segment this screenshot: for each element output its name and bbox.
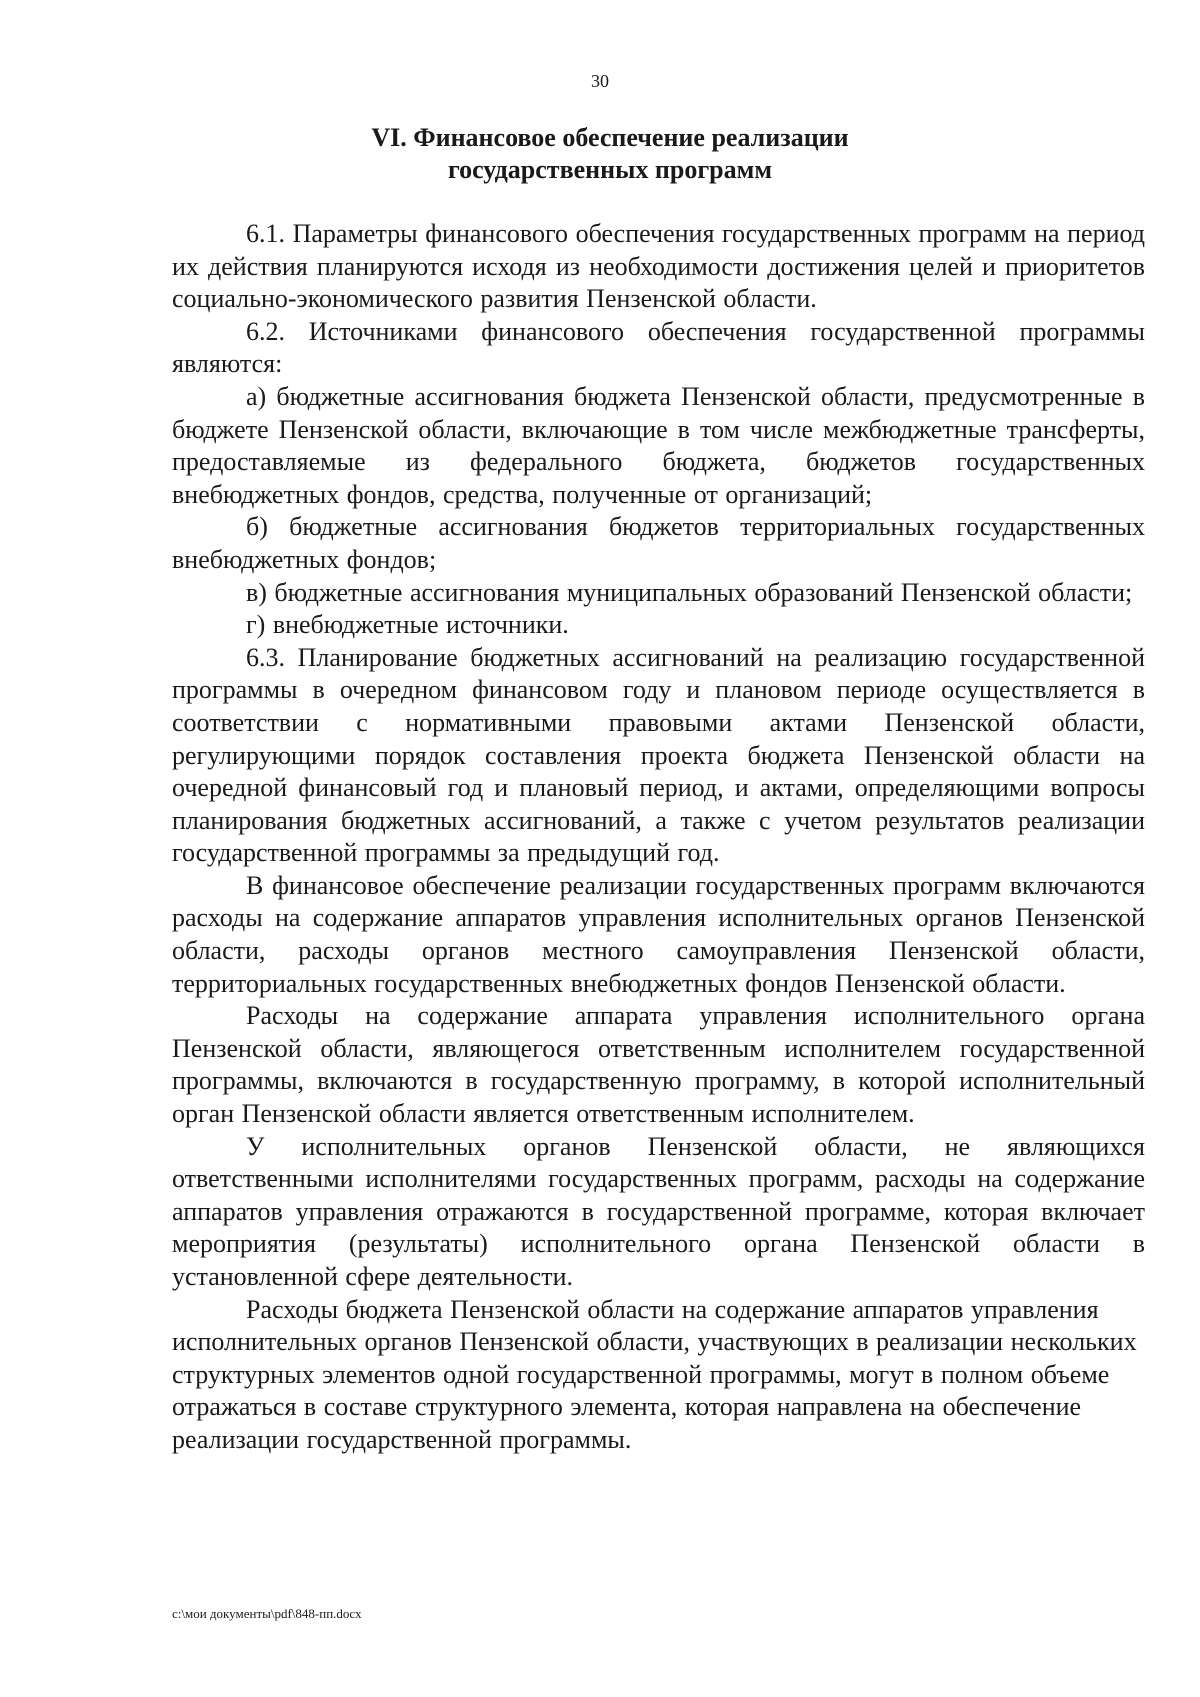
paragraph-6-2-b: б) бюджетные ассигнования бюджетов территориальных государственных внебюджетных фондов; bbox=[172, 512, 1145, 574]
paragraph-6-1: 6.1. Параметры финансового обеспечения государственных программ на период их действия планируются исходя из необходимости достижения целей и приоритетов социально-экономического развития Пензенской области. bbox=[172, 219, 1145, 314]
section-heading-line-1: VI. Финансовое обеспечение реализации bbox=[371, 123, 849, 152]
section-heading-line-2: государственных программ bbox=[447, 155, 773, 184]
footer-file-path: c:\мои документы\pdf\848-пп.docx bbox=[172, 1606, 362, 1621]
paragraph-multiple-elements: Расходы бюджета Пензенской области на содержание аппаратов управления исполнительных органов Пензенской области, участвующих в реализации нескольких структурных элементов одной государственной программы, могут в полном объеме отражаться в составе структурного элемента, которая направлена на обеспечение реализации государственной программы. bbox=[172, 1294, 1137, 1454]
paragraph-financing-inclusion: В финансовое обеспечение реализации государственных программ включаются расходы на содержание аппаратов управления исполнительных органов Пензенской области, расходы органов местного самоуправления Пензенской области, территориальных государственных внебюджетных фондов Пензенской области. bbox=[172, 870, 1145, 998]
paragraph-responsible-executor: Расходы на содержание аппарата управления исполнительного органа Пензенской области, являющегося ответственным исполнителем государственной программы, включаются в государственную программу, в которой исполнительный орган Пензенской области является ответственным исполнителем. bbox=[172, 1001, 1145, 1129]
page-number: 30 bbox=[591, 71, 609, 91]
paragraph-6-3: 6.3. Планирование бюджетных ассигнований на реализацию государственной программы в очередном финансовом году и плановом периоде осуществляется в соответствии с нормативными правовыми актами Пензенской области, регулирующими порядок составления проекта бюджета Пензенской области на очередной финансовый год и плановый период, и актами, определяющими вопросы планирования бюджетных ассигнований, а также с учетом результатов реализации государственной программы за предыдущий год. bbox=[172, 642, 1145, 868]
paragraph-6-2-d: г) внебюджетные источники. bbox=[246, 610, 569, 640]
paragraph-6-2-c: в) бюджетные ассигнования муниципальных образований Пензенской области; bbox=[246, 577, 1133, 607]
paragraph-non-responsible-executors: У исполнительных органов Пензенской области, не являющихся ответственными исполнителями государственных программ, расходы на содержание аппаратов управления отражаются в государственной программе, которая включает мероприятия (результаты) исполнительного органа Пензенской области в установленной сфере деятельности. bbox=[172, 1131, 1145, 1291]
section-heading bbox=[160, 122, 1060, 186]
paragraph-6-2: 6.2. Источниками финансового обеспечения государственной программы являются: bbox=[172, 316, 1145, 379]
paragraph-6-2-a: а) бюджетные ассигнования бюджета Пензенской области, предусмотренные в бюджете Пензенской области, включающие в том числе межбюджетные трансферты, предоставляемые из федерального бюджета, бюджетов государственных внебюджетных фондов, средства, полученные от организаций; bbox=[172, 381, 1145, 509]
document-body bbox=[172, 218, 1145, 1457]
